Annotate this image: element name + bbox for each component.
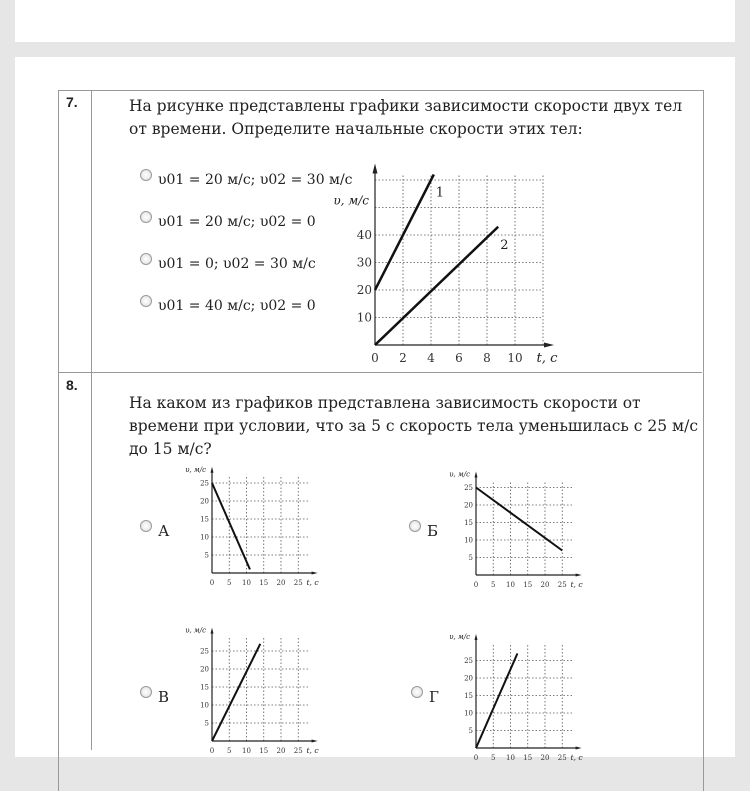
option-label: А bbox=[158, 522, 170, 540]
x-tick-label: 0 bbox=[473, 754, 479, 762]
series-line-1 bbox=[375, 175, 434, 291]
x-tick-label: 25 bbox=[293, 747, 303, 755]
y-tick-label: 25 bbox=[464, 656, 473, 665]
series-line-Б bbox=[476, 488, 562, 551]
x-axis-arrow bbox=[312, 572, 318, 575]
y-tick-label: 25 bbox=[200, 479, 209, 488]
x-tick-label: 15 bbox=[259, 579, 269, 587]
y-tick-label: 5 bbox=[204, 719, 209, 728]
x-tick-label: 5 bbox=[227, 747, 232, 755]
x-tick-label: 20 bbox=[540, 754, 550, 762]
x-tick-label: 10 bbox=[242, 579, 251, 587]
x-axis-label: t, с bbox=[570, 580, 583, 589]
x-tick-label: 20 bbox=[276, 579, 286, 587]
y-tick-label: 20 bbox=[200, 665, 209, 674]
y-axis-arrow bbox=[475, 472, 478, 478]
x-tick-label: 6 bbox=[455, 351, 463, 365]
series-line-Г bbox=[476, 654, 517, 749]
x-tick-label: 15 bbox=[259, 747, 269, 755]
y-axis-arrow bbox=[475, 634, 478, 640]
x-tick-label: 4 bbox=[427, 351, 435, 365]
x-tick-label: 25 bbox=[557, 754, 567, 762]
option-label: υ01 = 20 м/с; υ02 = 30 м/с bbox=[158, 172, 353, 188]
x-tick-label: 25 bbox=[557, 581, 567, 589]
y-axis-label: υ, м/с bbox=[333, 193, 369, 208]
x-axis-label: t, с bbox=[306, 746, 319, 755]
y-tick-label: 25 bbox=[464, 483, 473, 492]
y-tick-label: 10 bbox=[200, 533, 209, 542]
x-tick-label: 0 bbox=[209, 747, 215, 755]
option-label: Б bbox=[427, 522, 439, 540]
y-tick-label: 10 bbox=[200, 701, 209, 710]
series-line-А bbox=[212, 483, 250, 569]
series-label: 1 bbox=[435, 185, 445, 201]
option-label: В bbox=[158, 688, 170, 706]
y-tick-label: 40 bbox=[356, 228, 372, 242]
option-label: Г bbox=[429, 688, 439, 706]
x-tick-label: 15 bbox=[523, 754, 533, 762]
y-tick-label: 15 bbox=[464, 518, 473, 527]
y-tick-label: 30 bbox=[356, 255, 372, 270]
x-axis-label: t, с bbox=[306, 578, 319, 587]
x-tick-label: 5 bbox=[491, 581, 496, 589]
y-tick-label: 20 bbox=[464, 501, 473, 510]
series-line-2 bbox=[375, 227, 498, 345]
y-axis-arrow bbox=[211, 467, 214, 473]
x-axis-arrow bbox=[544, 343, 554, 348]
x-axis-label: t, с bbox=[570, 753, 583, 762]
question-number: 8. bbox=[66, 377, 78, 393]
x-tick-label: 5 bbox=[227, 579, 232, 587]
option-label: υ01 = 20 м/с; υ02 = 0 bbox=[158, 214, 316, 230]
x-tick-label: 0 bbox=[371, 351, 379, 365]
x-tick-label: 8 bbox=[483, 351, 491, 365]
y-tick-label: 5 bbox=[204, 551, 209, 560]
x-tick-label: 0 bbox=[209, 579, 215, 587]
x-tick-label: 2 bbox=[399, 351, 407, 365]
x-tick-label: 10 bbox=[506, 581, 515, 589]
y-axis-label: υ, м/с bbox=[449, 633, 470, 641]
x-tick-label: 10 bbox=[507, 351, 523, 365]
x-axis-arrow bbox=[312, 740, 318, 743]
y-tick-label: 20 bbox=[200, 497, 209, 506]
y-axis-label: υ, м/с bbox=[185, 626, 206, 635]
x-tick-label: 10 bbox=[242, 747, 251, 755]
series-line-В bbox=[212, 644, 260, 741]
y-tick-label: 10 bbox=[356, 310, 372, 325]
option-label: υ01 = 0; υ02 = 30 м/с bbox=[158, 256, 316, 272]
y-tick-label: 25 bbox=[200, 647, 209, 656]
x-tick-label: 10 bbox=[506, 754, 515, 762]
y-axis-arrow bbox=[373, 164, 378, 174]
y-tick-label: 5 bbox=[468, 726, 473, 735]
question-text: На рисунке представлены графики зависимости скорости двух тел от времени. Определите начальные скорости этих тел: bbox=[129, 97, 683, 138]
x-axis-arrow bbox=[576, 747, 582, 750]
option-label: υ01 = 40 м/с; υ02 = 0 bbox=[158, 298, 316, 314]
y-axis-arrow bbox=[211, 628, 214, 634]
x-tick-label: 5 bbox=[491, 754, 496, 762]
y-tick-label: 5 bbox=[468, 553, 473, 562]
question-number: 7. bbox=[66, 94, 78, 110]
y-axis-label: υ, м/с bbox=[449, 470, 470, 479]
y-tick-label: 15 bbox=[200, 683, 209, 692]
y-tick-label: 15 bbox=[200, 515, 209, 524]
x-tick-label: 15 bbox=[523, 581, 533, 589]
y-axis-label: υ, м/с bbox=[185, 465, 206, 474]
y-tick-label: 20 bbox=[464, 674, 473, 683]
y-tick-label: 15 bbox=[464, 691, 473, 700]
x-tick-label: 0 bbox=[473, 581, 479, 589]
y-tick-label: 20 bbox=[356, 283, 372, 297]
x-axis-label: t, с bbox=[536, 351, 558, 366]
x-tick-label: 20 bbox=[276, 747, 286, 755]
x-tick-label: 25 bbox=[293, 579, 303, 587]
x-tick-label: 20 bbox=[540, 581, 550, 589]
series-label: 2 bbox=[500, 237, 509, 253]
x-axis-arrow bbox=[576, 574, 582, 577]
y-tick-label: 10 bbox=[464, 709, 473, 718]
question-text: На каком из графиков представлена зависимость скорости от времени при условии, что за 5 с скорость тела уменьшилась с 25 м/с до 15 м/с? bbox=[129, 394, 699, 458]
y-tick-label: 10 bbox=[464, 536, 473, 545]
